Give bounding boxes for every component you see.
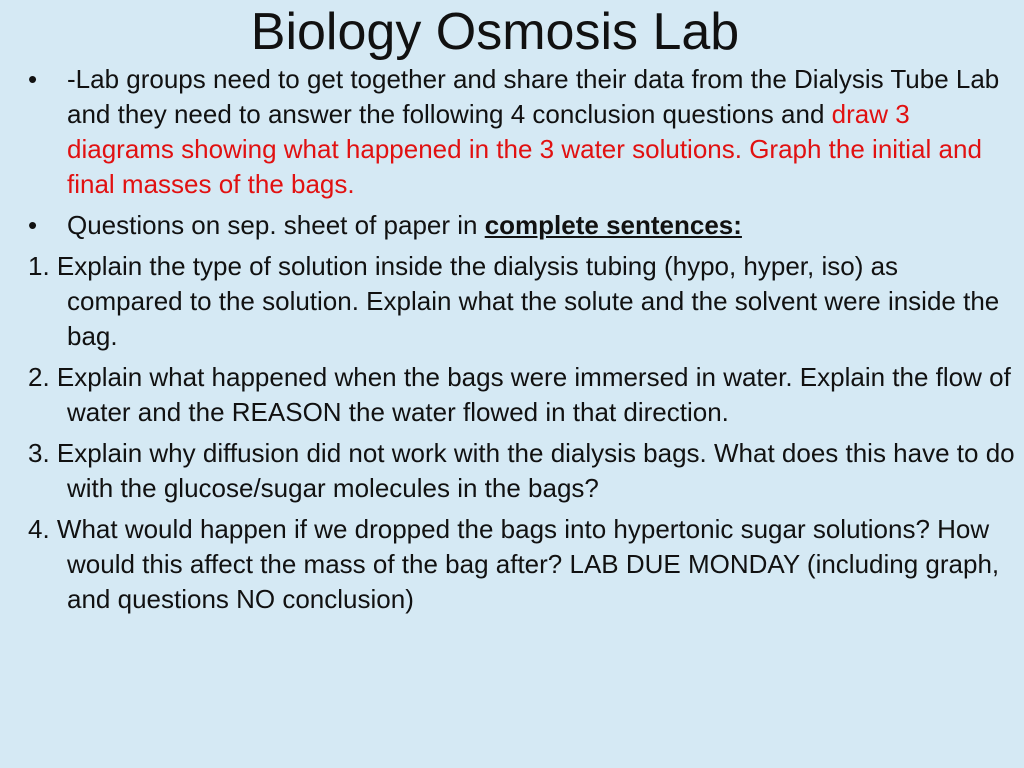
question-2: 2. Explain what happened when the bags were immersed in water. Explain the flow of water and the REASON the water flowed in that direction. (28, 362, 1011, 427)
bullet-icon: • (28, 210, 38, 240)
questions-note-text: Questions on sep. sheet of paper in (67, 210, 485, 240)
bullet-icon: • (28, 64, 38, 94)
slide-content (28, 62, 1016, 623)
bullet-item-instructions (28, 62, 1016, 202)
instructions-text: -Lab groups need to get together and share their data from the Dialysis Tube Lab and they need to answer the following 4 conclusion questions and (67, 64, 1000, 129)
question-4: 4. What would happen if we dropped the bags into hypertonic sugar solutions? How would this affect the mass of the bag after? LAB DUE MONDAY (including graph, and questions NO conclusion) (28, 514, 1000, 614)
slide-title: Biology Osmosis Lab (250, 3, 740, 61)
question-3: 3. Explain why diffusion did not work with the dialysis bags. What does this have to do with the glucose/sugar molecules in the bags? (28, 438, 1015, 503)
bullet-item-questions-note (28, 208, 1016, 243)
complete-sentences-emphasis: complete sentences: (484, 210, 742, 240)
instructions-highlight-text: draw 3 diagrams showing what happened in the 3 water solutions. Graph the initial and final masses of the bags. (67, 99, 982, 199)
question-1: 1. Explain the type of solution inside the dialysis tubing (hypo, hyper, iso) as compared to the solution. Explain what the solute and the solvent were inside the bag. (28, 251, 1000, 351)
